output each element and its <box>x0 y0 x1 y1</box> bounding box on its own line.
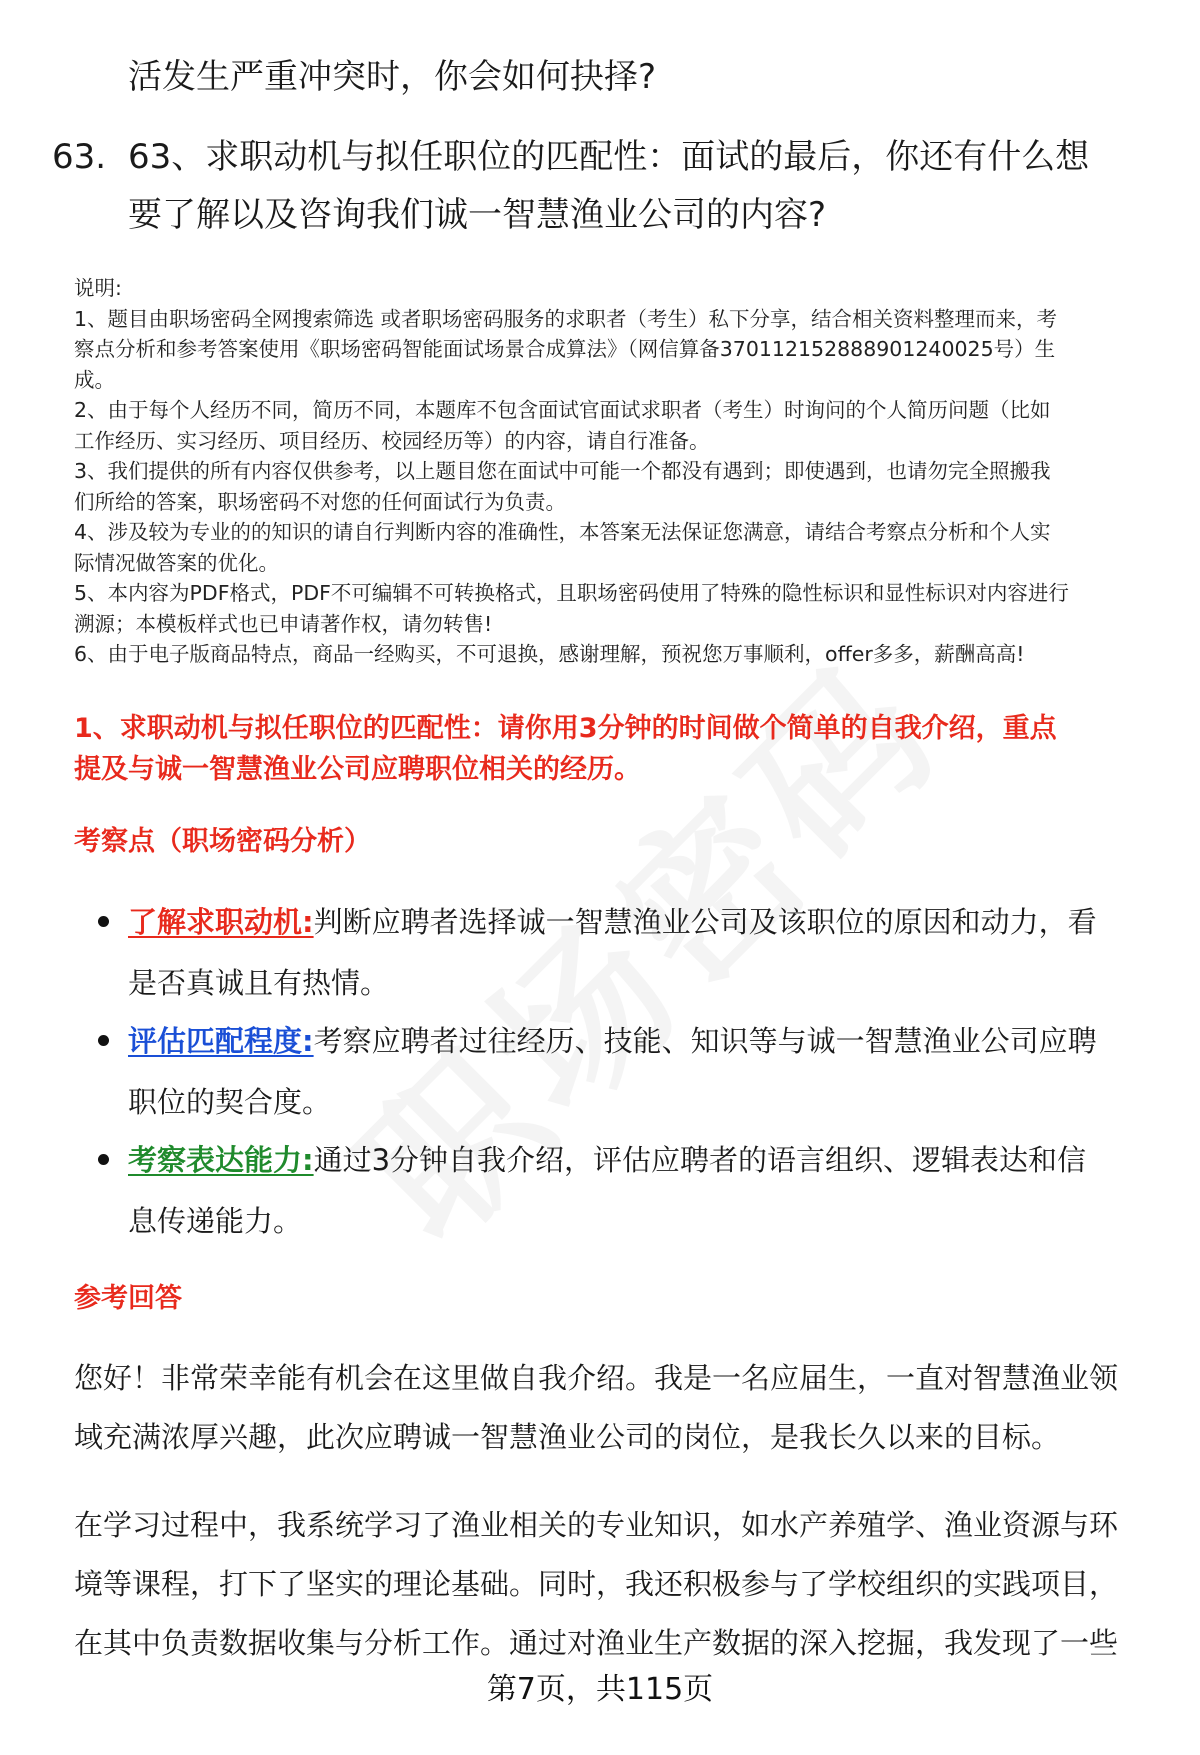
answer-paragraph-2 <box>74 1496 1154 1673</box>
question-1-line-1: 1、求职动机与拟任职位的匹配性：请你用3分钟的时间做个简单的自我介绍，重点 <box>74 713 1057 744</box>
bullet-dot-icon <box>98 1154 109 1165</box>
notes-line: 际情况做答案的优化。 <box>74 550 279 575</box>
question-63-line-1: 63、求职动机与拟任职位的匹配性：面试的最后，你还有什么想 <box>128 137 1090 177</box>
notes-line: 2、由于每个人经历不同，简历不同，本题库不包含面试官面试求职者（考生）时询问的个人简历问题（比如 <box>74 398 1051 422</box>
notes-line: 4、涉及较为专业的的知识的请自行判断内容的准确性，本答案无法保证您满意，请结合考察点分析和个人实 <box>74 520 1051 544</box>
notes-line: 6、由于电子版商品特点，商品一经购买，不可退换，感谢理解，预祝您万事顺利，offer多多，薪酬高高! <box>74 642 1025 666</box>
bullet-text: 考察应聘者过往经历、技能、知识等与诚一智慧渔业公司应聘 <box>313 1024 1097 1058</box>
bullet-text-cont: 是否真诚且有热情。 <box>128 966 390 1000</box>
bullet-keyword: 了解求职动机: <box>128 905 314 939</box>
paragraph-line: 境等课程，打下了坚实的理论基础。同时，我还积极参与了学校组织的实践项目， <box>74 1567 1119 1601</box>
bullet-keyword: 评估匹配程度: <box>128 1024 314 1058</box>
analysis-bullet <box>128 1130 1138 1252</box>
notes-line: 3、我们提供的所有内容仅供参考，以上题目您在面试中可能一个都没有遇到；即使遇到，也请勿完全照搬我 <box>74 459 1051 483</box>
analysis-bullet <box>128 892 1138 1014</box>
bullet-dot-icon <box>98 1035 109 1046</box>
notes-line: 察点分析和参考答案使用《职场密码智能面试场景合成算法》（网信算备370112152888901240025号）生 <box>74 337 1056 361</box>
notes-line: 们所给的答案，职场密码不对您的任何面试行为负责。 <box>74 489 566 514</box>
notes-line: 溯源；本模板样式也已申请著作权，请勿转售! <box>74 611 493 636</box>
notes-line: 5、本内容为PDF格式，PDF不可编辑不可转换格式，且职场密码使用了特殊的隐性标识和显性标识对内容进行 <box>74 581 1069 605</box>
bullet-text-cont: 息传递能力。 <box>128 1204 303 1238</box>
question-1-heading <box>74 708 1154 790</box>
question-number: 63. <box>52 137 107 177</box>
paragraph-line: 在其中负责数据收集与分析工作。通过对渔业生产数据的深入挖掘，我发现了一些 <box>74 1626 1119 1660</box>
notes-line: 工作经历、实习经历、项目经历、校园经历等）的内容，请自行准备。 <box>74 428 710 453</box>
bullet-text: 判断应聘者选择诚一智慧渔业公司及该职位的原因和动力，看 <box>313 905 1097 939</box>
analysis-title: 考察点（职场密码分析） <box>74 826 371 857</box>
bullet-text-cont: 职位的契合度。 <box>128 1085 332 1119</box>
answer-paragraph-1 <box>74 1349 1154 1467</box>
bullet-text: 通过3分钟自我介绍，评估应聘者的语言组织、逻辑表达和信 <box>313 1143 1087 1177</box>
analysis-bullet <box>128 1011 1138 1133</box>
notes-heading: 说明: <box>74 276 122 300</box>
notes-line: 成。 <box>74 367 115 392</box>
paragraph-line: 您好！非常荣幸能有机会在这里做自我介绍。我是一名应届生，一直对智慧渔业领 <box>74 1361 1119 1395</box>
bullet-keyword: 考察表达能力: <box>128 1143 314 1177</box>
page-footer: 第7页，共115页 <box>486 1672 714 1707</box>
notes-line: 1、题目由职场密码全网搜索筛选 或者职场密码服务的求职者（考生）私下分享，结合相关资料整理而来，考 <box>74 306 1058 331</box>
answer-title: 参考回答 <box>74 1283 182 1314</box>
question-1-line-2: 提及与诚一智慧渔业公司应聘职位相关的经历。 <box>74 754 641 785</box>
notes-block <box>74 273 1154 670</box>
paragraph-line: 在学习过程中，我系统学习了渔业相关的专业知识，如水产养殖学、渔业资源与环 <box>74 1508 1119 1542</box>
paragraph-line: 域充满浓厚兴趣，此次应聘诚一智慧渔业公司的岗位，是我长久以来的目标。 <box>74 1420 1061 1454</box>
previous-question-tail: 活发生严重冲突时，你会如何抉择? <box>128 57 657 97</box>
question-63-line-2: 要了解以及咨询我们诚一智慧渔业公司的内容? <box>128 195 827 235</box>
bullet-dot-icon <box>98 916 109 927</box>
